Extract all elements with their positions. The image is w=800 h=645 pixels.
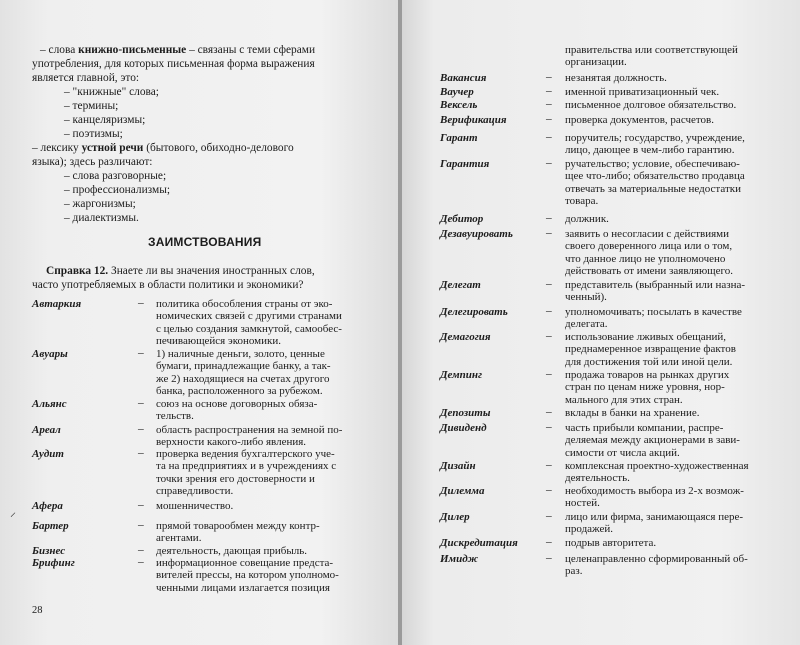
glossary-definition-line: союз на основе договорных обяза- [156, 398, 318, 410]
margin-mark: ⸝ [10, 505, 17, 519]
glossary-dash: – [546, 406, 552, 418]
glossary-term: Дезавуировать [440, 228, 513, 240]
intro-text: – лексику [32, 142, 82, 154]
section-heading: ЗАИМСТВОВАНИЯ [148, 235, 262, 249]
glossary-definition-line: мошенничество. [156, 500, 234, 512]
intro-text: употребления, для которых письменная форма выражения [32, 58, 315, 70]
intro-line [64, 86, 159, 99]
glossary-dash: – [546, 227, 552, 239]
glossary-definition-line: деятельность. [565, 472, 630, 485]
intro-bold: устной речи [81, 142, 144, 154]
glossary-term: Дилемма [440, 485, 485, 497]
glossary-definition-line: часть прибыли компании, распре- [565, 422, 724, 434]
glossary-dash: – [138, 556, 144, 568]
intro-line [32, 142, 294, 155]
intro-text: (бытового, обиходно-делового [143, 142, 294, 154]
glossary-dash: – [546, 510, 552, 522]
glossary-dash: – [546, 131, 552, 143]
intro-text: – канцеляризмы; [64, 114, 146, 126]
glossary-term: Бартер [32, 520, 69, 532]
intro-line [40, 44, 315, 57]
glossary-definition-line: именной приватизационный чек. [565, 86, 720, 98]
glossary-term: Дискредитация [440, 537, 518, 549]
glossary-definition-line: подрыв авторитета. [565, 537, 657, 549]
glossary-term: Ареал [32, 424, 61, 436]
glossary-dash: – [546, 536, 552, 548]
glossary-definition-line: же 2) находящиеся на счетах другого [156, 372, 330, 385]
glossary-definition-line: лицо или фирма, занимающаяся пере- [565, 511, 744, 523]
glossary-definition-line: что данное лицо не уполномочено [565, 252, 726, 265]
intro-text: – "книжные" слова; [64, 86, 159, 98]
glossary-dash: – [138, 347, 144, 359]
glossary-definition-line: заявить о несогласии с действиями [565, 228, 730, 240]
glossary-definition-line: печивающейся экономики. [156, 335, 282, 348]
glossary-term: Делегат [440, 279, 481, 291]
glossary-dash: – [546, 552, 552, 564]
glossary-definition-line: вклады в банки на хранение. [565, 407, 700, 419]
glossary-definition-line: прямой товарообмен между контр- [156, 520, 320, 532]
intro-text: – поэтизмы; [64, 128, 123, 140]
glossary-definition-line: уполномочивать; посылать в качестве [565, 306, 742, 318]
glossary-definition-line: симости от числа акций. [565, 446, 680, 459]
intro-line [32, 58, 315, 71]
intro-line [64, 128, 123, 141]
glossary-definition-line: лицо, дающее в чем-либо гарантию. [565, 144, 735, 157]
glossary-term: Дивиденд [440, 422, 487, 434]
glossary-dash: – [546, 459, 552, 471]
continuation-line: организации. [565, 56, 627, 69]
intro-text: – профессионализмы; [64, 184, 171, 196]
glossary-dash: – [546, 330, 552, 342]
glossary-definition-line: мального для этих стран. [565, 393, 683, 406]
intro-text: – слова разговорные; [64, 170, 167, 182]
glossary-term: Гарант [440, 132, 478, 144]
intro-text: – слова [40, 44, 79, 56]
intro-line [64, 114, 145, 127]
glossary-term: Демпинг [440, 369, 483, 381]
intro-line [64, 212, 139, 225]
glossary-definition-line: с целью создания замкнутой, самообес- [156, 322, 342, 335]
glossary-definition-line: должник. [565, 213, 609, 225]
intro-line [64, 184, 170, 197]
glossary-dash: – [546, 113, 552, 125]
glossary-definition-line: продажа товаров на рынках других [565, 369, 730, 381]
intro-line [64, 100, 118, 113]
page-number: 28 [32, 605, 43, 616]
glossary-dash: – [546, 305, 552, 317]
glossary-dash: – [138, 519, 144, 531]
glossary-term: Бизнес [32, 545, 66, 557]
glossary-dash: – [138, 297, 144, 309]
glossary-dash: – [546, 368, 552, 380]
glossary-term: Авуары [32, 348, 68, 360]
glossary-definition-line: тельств. [156, 410, 194, 423]
intro-line [64, 170, 166, 183]
glossary-definition-line: номических связей с другими странами [156, 310, 342, 323]
glossary-definition-line: комплексная проектно-художественная [565, 460, 749, 472]
glossary-definition-line: деятельность, дающая прибыль. [156, 545, 307, 557]
glossary-definition-line: действовать от имени заявляющего. [565, 265, 734, 278]
glossary-term: Депозиты [440, 407, 491, 419]
glossary-definition-line: проверка документов, расчетов. [565, 114, 714, 126]
glossary-definition-line: использование лживых обещаний, [565, 331, 727, 343]
glossary-dash: – [546, 421, 552, 433]
glossary-definition-line: вителей прессы, на котором уполномо- [156, 569, 339, 582]
glossary-dash: – [138, 447, 144, 459]
glossary-definition-line: незанятая должность. [565, 72, 667, 84]
glossary-definition-line: представитель (выбранный или назна- [565, 279, 746, 291]
glossary-dash: – [546, 85, 552, 97]
glossary-term: Демагогия [440, 331, 491, 343]
glossary-dash: – [546, 98, 552, 110]
glossary-definition-line: ностей. [565, 497, 600, 510]
glossary-definition-line: щее что-либо; обязательство продавца [565, 170, 745, 183]
glossary-definition-line: область распространения на земной по- [156, 424, 343, 436]
intro-text: языка); здесь различают: [32, 156, 153, 168]
glossary-term: Дилер [440, 511, 470, 523]
glossary-dash: – [546, 278, 552, 290]
glossary-definition-line: ручательство; условие, обеспечиваю- [565, 158, 740, 170]
right-page [402, 0, 800, 645]
glossary-definition-line: информационное совещание предста- [156, 557, 334, 569]
glossary-definition-line: поручитель; государство, учреждение, [565, 132, 745, 144]
glossary-definition-line: банка, расположенного за рубежом. [156, 385, 323, 398]
glossary-definition-line: бумаги, принадлежащие банку, а так- [156, 360, 331, 373]
glossary-dash: – [138, 499, 144, 511]
glossary-definition-line: политика обособления страны от эко- [156, 298, 333, 310]
glossary-definition-line: деляемая между акционерами в зави- [565, 434, 740, 447]
glossary-term: Автаркия [32, 298, 82, 310]
glossary-definition-line: агентами. [156, 532, 202, 545]
glossary-dash: – [546, 484, 552, 496]
intro-text: является главной, это: [32, 72, 140, 84]
question-lead: Справка 12. [46, 265, 109, 277]
glossary-definition-line: для достижения той или иной цели. [565, 355, 733, 368]
glossary-definition-line: письменное долговое обязательство. [565, 99, 737, 111]
glossary-definition-line: своего доверенного лица или о том, [565, 240, 733, 253]
glossary-term: Имидж [440, 553, 479, 565]
glossary-definition-line: та на предприятиях и в учреждениях с [156, 460, 337, 473]
glossary-term: Делегировать [440, 306, 508, 318]
glossary-dash: – [138, 544, 144, 556]
glossary-term: Ваучер [440, 86, 474, 98]
intro-text: – диалектизмы. [64, 212, 139, 224]
intro-text: – термины; [64, 100, 119, 112]
intro-line [64, 198, 136, 211]
glossary-definition-line: справедливости. [156, 485, 234, 498]
glossary-dash: – [546, 212, 552, 224]
glossary-term: Гарантия [440, 158, 490, 170]
intro-text: – жаргонизмы; [64, 198, 136, 210]
glossary-dash: – [138, 397, 144, 409]
glossary-term: Верификация [440, 114, 507, 126]
glossary-term: Афера [32, 500, 63, 512]
glossary-term: Вакансия [440, 72, 487, 84]
glossary-dash: – [546, 157, 552, 169]
glossary-term: Дебитор [440, 213, 484, 225]
glossary-term: Дизайн [440, 460, 476, 472]
glossary-definition-line: целенаправленно сформированный об- [565, 553, 748, 565]
question-line-1 [46, 265, 315, 278]
question-rest: Знаете ли вы значения иностранных слов, [108, 265, 315, 277]
glossary-definition-line: необходимость выбора из 2-х возмож- [565, 485, 744, 497]
glossary-definition-line: товара. [565, 195, 599, 208]
question-line-2: часто употребляемых в области политики и экономики? [32, 279, 304, 291]
intro-bold: книжно-письменные [78, 44, 187, 56]
glossary-definition-line: проверка ведения бухгалтерского уче- [156, 448, 335, 460]
glossary-dash: – [546, 71, 552, 83]
glossary-term: Аудит [32, 448, 64, 460]
glossary-definition-line: делегата. [565, 318, 608, 331]
intro-line [32, 156, 152, 169]
continuation-line: правительства или соответствующей [565, 44, 738, 56]
glossary-term: Брифинг [32, 557, 75, 569]
glossary-dash: – [138, 423, 144, 435]
glossary-definition-line: преднамеренное извращение фактов [565, 343, 736, 356]
glossary-definition-line: ченный). [565, 291, 607, 304]
glossary-term: Альянс [32, 398, 67, 410]
glossary-definition-line: продажей. [565, 523, 614, 536]
glossary-definition-line: ченными лицами излагается позиция [156, 581, 330, 594]
glossary-definition-line: точки зрения его достоверности и [156, 472, 315, 485]
glossary-definition-line: отвечать за материальные недостатки [565, 182, 741, 195]
glossary-term: Вексель [440, 99, 478, 111]
glossary-definition-line: раз. [565, 565, 583, 578]
glossary-definition-line: верхности какого-либо явления. [156, 436, 307, 449]
intro-text: – связаны с теми сферами [186, 44, 316, 56]
glossary-definition-line: стран по ценам ниже уровня, нор- [565, 381, 725, 394]
intro-line [32, 72, 139, 85]
glossary-definition-line: 1) наличные деньги, золото, ценные [156, 348, 325, 360]
